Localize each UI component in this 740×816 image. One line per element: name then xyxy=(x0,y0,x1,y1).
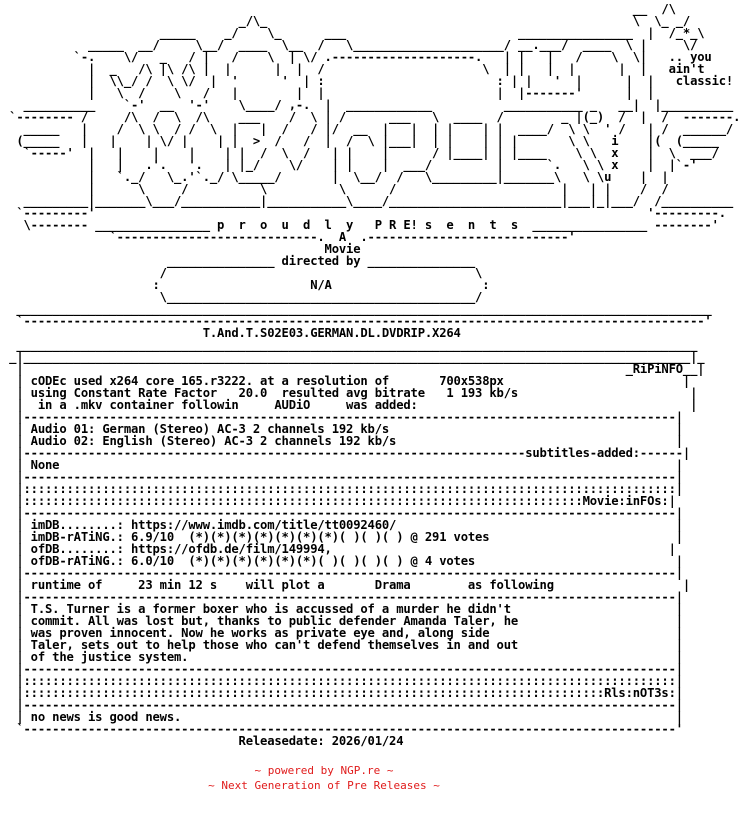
nfo-line: |-------------------------------------------------------------------------------------------| xyxy=(2,410,683,424)
nfo-line: | `._/ \_.'`._/ \_____/ | \__/ / \_________|_______\ \ \u | | xyxy=(2,170,669,184)
nfo-line: (_____ | | | \/ | | | > / / | / \ |___| | | | | | \ \ i |( (_____ xyxy=(2,134,719,148)
nfo-line: __ /\ xyxy=(2,2,676,16)
nfo-line: |-------------------------------------------------------------------------------------------| xyxy=(2,662,683,676)
nfo-line: _____ __/ \__/ ____ \__ / \_____________________/ __.___/ ____ \ | \/ xyxy=(2,38,698,52)
nfo-line: | ofDB........: https://ofdb.de/film/149994, | xyxy=(2,542,676,556)
nfo-line: | cODEc used x264 core 165.r3222. at a resolution of 700x538px | xyxy=(2,374,691,388)
nfo-line: `-------- / /\ / \ /\ ___ / \ | / ___ \ ____ / _ |(_) / | / -------. xyxy=(2,110,740,124)
nfo-line: | imDB-rATiNG.: 6.9/10 (*)(*)(*)(*)(*)(*)(*)( )( )( ) @ 291 votes | xyxy=(2,530,683,544)
nfo-line: |-------------------------------------------------------------------------------------------| xyxy=(2,698,683,712)
nfo-line: __________ `-' __ '-' \____/ ,-. | ____________ ___________ _ __| |__________ xyxy=(2,98,734,112)
nfo-line: `-----------------------------------------------------------------------------------------------' xyxy=(2,314,712,328)
nfo-line: `----------------------------. A .----------------------------' xyxy=(2,230,576,244)
nfo-line: | Audio 01: German (Stereo) AC-3 2 channels 192 kb/s | xyxy=(2,422,683,436)
nfo-line: | _ /\ |\ /\ | | | | / \ | | | | | | ain't xyxy=(2,62,705,76)
nfo-line: | commit. All was lost but, thanks to public defender Amanda Taler, he | xyxy=(2,614,683,628)
nfo-line: Releasedate: 2026/01/24 xyxy=(2,734,404,748)
nfo-line: |::::::::::::::::::::::::::::::::::::::::::::::::::::::::::::::::::::::::::::::Movie:inFOs:| xyxy=(2,494,676,508)
nfo-line: _________|_______\___/___________|___________\____/________________________|___|_|___/ /__________ xyxy=(2,194,734,208)
nfo-line: _|_____________________________________________________________________________________________|_ xyxy=(2,350,705,364)
nfo-ascii-document xyxy=(2,3,740,747)
nfo-line: | in a .mkv container followin AUDiO was added: | xyxy=(2,398,698,412)
nfo-line: |:::::::::::::::::::::::::::::::::::::::::::::::::::::::::::::::::::::::::::::::::::::::::::| xyxy=(2,482,683,496)
powered-by-footer: ~ powered by NGP.re ~ xyxy=(254,764,394,777)
nfo-line: | runtime of 23 min 12 s will plot a Drama as following | xyxy=(2,578,691,592)
nfo-line: | _RiPiNFO__| xyxy=(2,362,705,376)
nfo-line: | Taler, sets out to help those who can't defend themselves in and out | xyxy=(2,638,683,652)
nfo-line: |----------------------------------------------------------------------subtitles-added:------| xyxy=(2,446,691,460)
nfo-line: T.And.T.S02E03.GERMAN.DL.DVDRIP.X264 xyxy=(2,326,461,340)
nfo-line: \___________________________________________/ xyxy=(2,290,483,304)
nfo-line: | of the justice system. | xyxy=(2,650,683,664)
nfo-line: |:::::::::::::::::::::::::::::::::::::::::::::::::::::::::::::::::::::::::::::::::::::::::::| xyxy=(2,674,683,688)
tagline-footer: ~ Next Generation of Pre Releases ~ xyxy=(208,779,440,792)
nfo-line: |-------------------------------------------------------------------------------------------| xyxy=(2,590,683,604)
nfo-line: |-------------------------------------------------------------------------------------------| xyxy=(2,566,683,580)
nfo-line: `-------------------------------------------------------------------------------------------' xyxy=(2,722,683,736)
nfo-line: / \ xyxy=(2,266,483,280)
nfo-line: `-. \/ _ / | / \ | \/ .--------------------. | | | / \ \| .. you xyxy=(2,50,712,64)
nfo-line: _____ | / \ \ / / \ | | / / |/ __ | | | | | | ____/ \ \ ' / | / ______/ xyxy=(2,122,734,136)
nfo-line: | \ / \ \ / | | | / / xyxy=(2,182,669,196)
nfo-line: | \ / \ / | | | | |-------' | | xyxy=(2,86,655,100)
nfo-line: `---------' '---------. xyxy=(2,206,726,220)
nfo-line: \-------- ________________ p r o u d l y P R E! s e n t s ________________ --------' xyxy=(2,218,719,232)
nfo-line: _________________________________________________________________________________________________ xyxy=(2,302,712,316)
nfo-line: | | .'. '. | |_/ \/ | | | ___/ | `. \ \ x | |`-' xyxy=(2,158,698,172)
nfo-line: | was proven innocent. Now he works as private eye and, along side | xyxy=(2,626,683,640)
nfo-line: _______________ directed by _______________ xyxy=(2,254,476,268)
nfo-line: | using Constant Rate Factor 20.0 resulted avg bitrate 1 193 kb/s | xyxy=(2,386,698,400)
nfo-line: |-------------------------------------------------------------------------------------------| xyxy=(2,470,683,484)
nfo-line: | imDB........: https://www.imdb.com/title/tt0092460/ | xyxy=(2,518,683,532)
nfo-line: | no news is good news. | xyxy=(2,710,683,724)
nfo-line: | None | xyxy=(2,458,683,472)
nfo-line: | ofDB-rATiNG.: 6.0/10 (*)(*)(*)(*)(*)(*)( )( )( )( ) @ 4 votes | xyxy=(2,554,683,568)
nfo-line: _/\_ \ \_ _/ xyxy=(2,14,691,28)
nfo-line: | \\_/ / \ \/ | ' ' | : : | | ' | | | classic! xyxy=(2,74,734,88)
nfo-line: | T.S. Turner is a former boxer who is accussed of a murder he didn't | xyxy=(2,602,683,616)
nfo-line: : N/A : xyxy=(2,278,490,292)
nfo-line: _____ _/ \_ ___ ________________ | /_*_\ xyxy=(2,26,705,40)
nfo-line: `-----' | | | | | | / \ / | | | / |____| | |____ \ \ x | \ ___/ xyxy=(2,146,719,160)
nfo-line: _______________________________________________________________________________________________ xyxy=(2,338,698,352)
nfo-line: Movie xyxy=(2,242,361,256)
nfo-line: |-------------------------------------------------------------------------------------------| xyxy=(2,506,683,520)
nfo-line: | Audio 02: English (Stereo) AC-3 2 channels 192 kb/s | xyxy=(2,434,683,448)
nfo-line: |:::::::::::::::::::::::::::::::::::::::::::::::::::::::::::::::::::::::::::::::::Rls:nOT3s:| xyxy=(2,686,683,700)
